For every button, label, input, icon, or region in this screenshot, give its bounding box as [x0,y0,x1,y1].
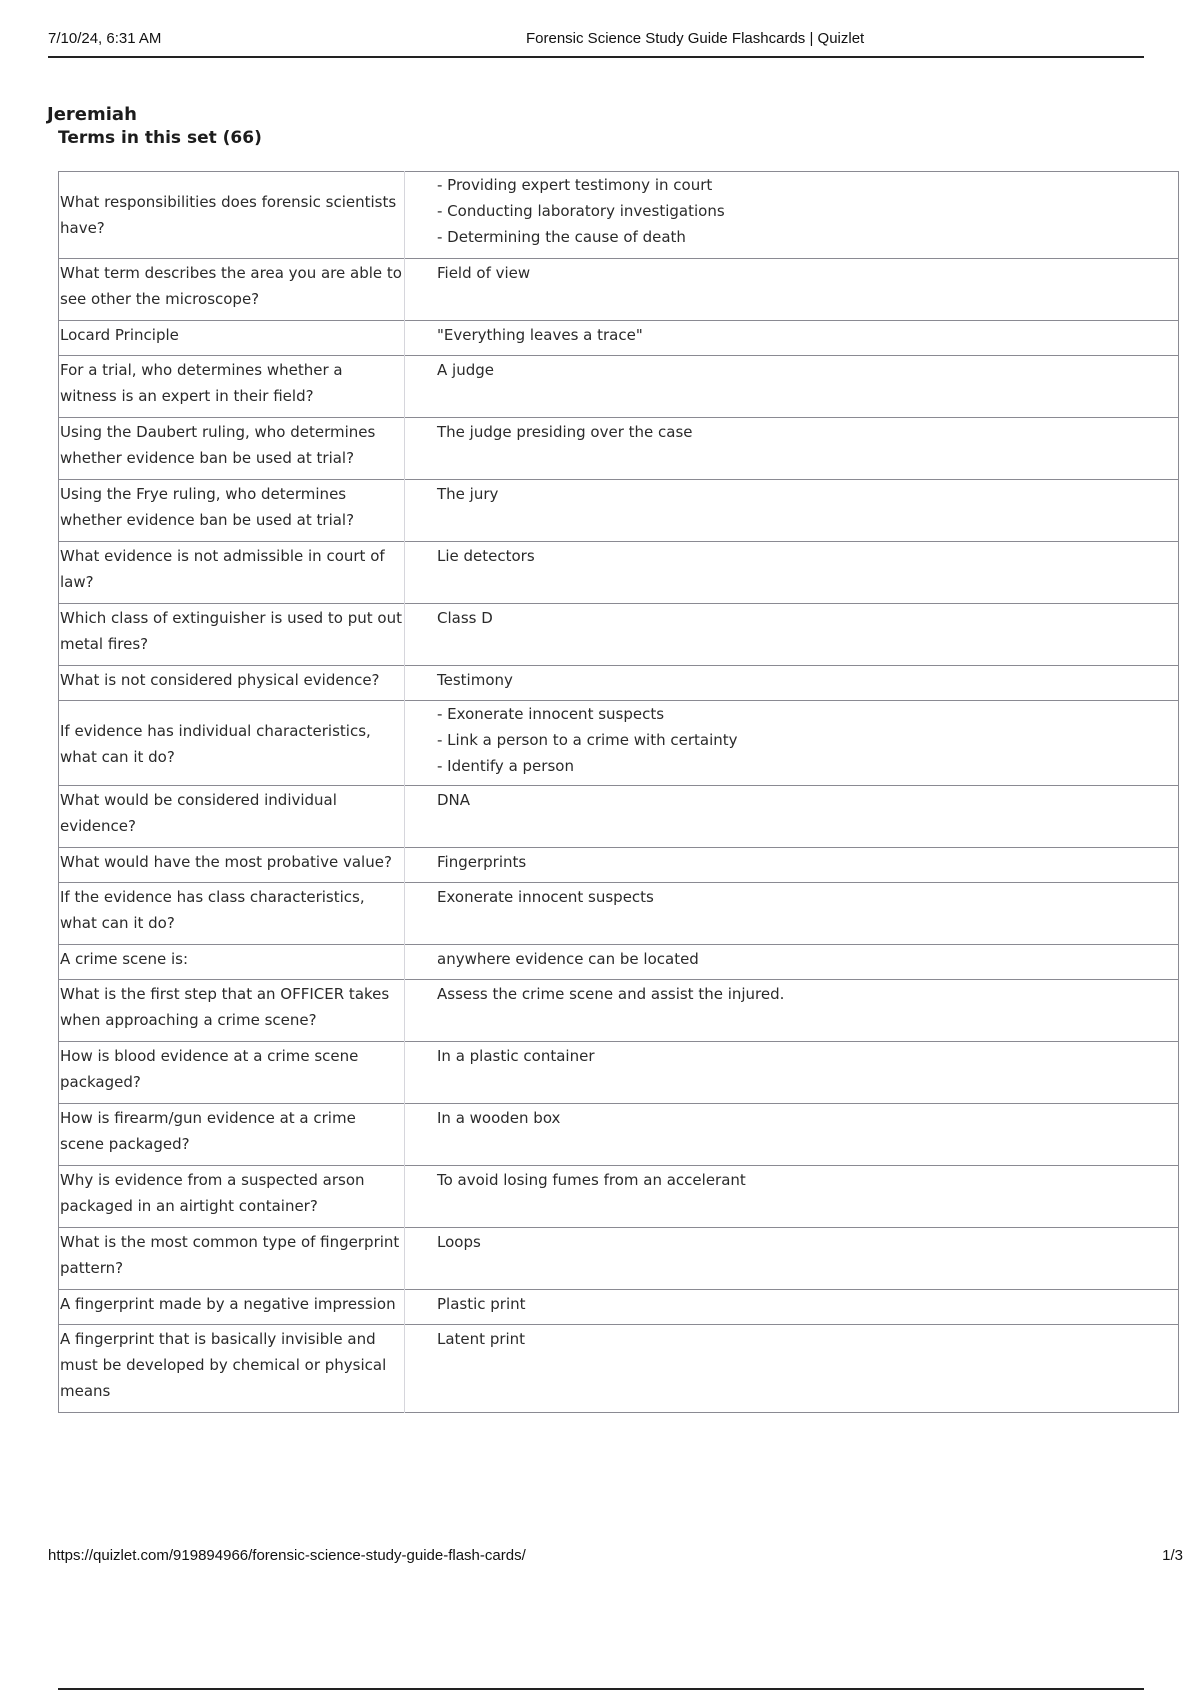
definition-line: Latent print [437,1330,526,1348]
definition-cell [405,418,1179,480]
definition-line: - Providing expert testimony in court [437,176,713,194]
term-cell: For a trial, who determines whether a witness is an expert in their field? [59,356,405,418]
definition-line: Lie detectors [437,547,535,565]
term-cell: A fingerprint made by a negative impression [59,1290,405,1325]
definition-cell [405,701,1179,786]
term-cell: What is the most common type of fingerprint pattern? [59,1228,405,1290]
definition-line: anywhere evidence can be located [437,950,699,968]
print-datetime: 7/10/24, 6:31 AM [48,30,162,47]
table-row [59,418,1179,480]
definition-line: - Link a person to a crime with certainty [437,731,738,749]
table-row [59,1325,1179,1413]
definition-line: Plastic print [437,1295,526,1313]
table-row [59,604,1179,666]
definition-line: "Everything leaves a trace" [437,326,643,344]
term-cell: Using the Daubert ruling, who determines whether evidence ban be used at trial? [59,418,405,480]
term-cell: Using the Frye ruling, who determines whether evidence ban be used at trial? [59,480,405,542]
definition-cell [405,1042,1179,1104]
definition-cell [405,945,1179,980]
table-row [59,1228,1179,1290]
terms-table-body [59,172,1179,1413]
definition-cell [405,980,1179,1042]
term-cell: What would be considered individual evidence? [59,786,405,848]
terms-heading: Terms in this set (66) [58,128,262,148]
term-cell: If the evidence has class characteristics, what can it do? [59,883,405,945]
definition-line: - Determining the cause of death [437,228,686,246]
definition-line: To avoid losing fumes from an accelerant [437,1171,746,1189]
definition-line: In a wooden box [437,1109,561,1127]
term-cell: If evidence has individual characteristics, what can it do? [59,701,405,786]
print-page-title: Forensic Science Study Guide Flashcards | Quizlet [526,30,865,47]
table-row [59,480,1179,542]
table-row [59,542,1179,604]
definition-cell [405,883,1179,945]
definition-cell [405,480,1179,542]
definition-line: - Conducting laboratory investigations [437,202,725,220]
definition-cell [405,1325,1179,1413]
table-row [59,980,1179,1042]
term-cell: How is blood evidence at a crime scene packaged? [59,1042,405,1104]
table-row [59,1290,1179,1325]
definition-line: DNA [437,791,471,809]
definition-line: Field of view [437,264,531,282]
definition-cell [405,1290,1179,1325]
table-row [59,786,1179,848]
term-cell: What responsibilities does forensic scientists have? [59,172,405,259]
table-row [59,883,1179,945]
definition-cell [405,321,1179,356]
table-row [59,945,1179,980]
term-cell: Which class of extinguisher is used to put out metal fires? [59,604,405,666]
definition-line: The jury [437,485,499,503]
print-url: https://quizlet.com/919894966/forensic-science-study-guide-flash-cards/ [48,1547,526,1564]
definition-line: Fingerprints [437,853,527,871]
definition-line: - Exonerate innocent suspects [437,705,665,723]
table-row [59,356,1179,418]
term-cell: How is firearm/gun evidence at a crime scene packaged? [59,1104,405,1166]
table-row [59,321,1179,356]
definition-cell [405,1166,1179,1228]
definition-cell [405,1104,1179,1166]
table-row [59,666,1179,701]
definition-line: In a plastic container [437,1047,595,1065]
term-cell: A fingerprint that is basically invisible and must be developed by chemical or physical means [59,1325,405,1413]
table-row [59,701,1179,786]
table-row [59,259,1179,321]
definition-cell [405,172,1179,259]
definition-line: Testimony [437,671,513,689]
table-row [59,1166,1179,1228]
definition-line: Exonerate innocent suspects [437,888,654,906]
definition-cell [405,848,1179,883]
definition-line: Loops [437,1233,481,1251]
bottom-divider [58,1688,1144,1690]
term-cell: What is the first step that an OFFICER takes when approaching a crime scene? [59,980,405,1042]
term-cell: Why is evidence from a suspected arson packaged in an airtight container? [59,1166,405,1228]
definition-cell [405,604,1179,666]
print-header [48,28,1144,58]
terms-table [58,171,1179,1413]
term-cell: What would have the most probative value? [59,848,405,883]
term-cell: Locard Principle [59,321,405,356]
term-cell: What term describes the area you are able to see other the microscope? [59,259,405,321]
definition-cell [405,542,1179,604]
definition-cell [405,259,1179,321]
definition-cell [405,786,1179,848]
term-cell: What evidence is not admissible in court of law? [59,542,405,604]
table-row [59,1042,1179,1104]
table-row [59,1104,1179,1166]
term-cell: What is not considered physical evidence? [59,666,405,701]
term-cell: A crime scene is: [59,945,405,980]
definition-line: Class D [437,609,493,627]
definition-cell [405,666,1179,701]
set-owner: Jeremiah [47,104,137,125]
definition-line: A judge [437,361,494,379]
definition-cell [405,356,1179,418]
definition-line: Assess the crime scene and assist the injured. [437,985,785,1003]
page-number: 1/3 [1162,1547,1183,1564]
definition-cell [405,1228,1179,1290]
table-row [59,172,1179,259]
definition-line: The judge presiding over the case [437,423,693,441]
table-row [59,848,1179,883]
definition-line: - Identify a person [437,757,574,775]
